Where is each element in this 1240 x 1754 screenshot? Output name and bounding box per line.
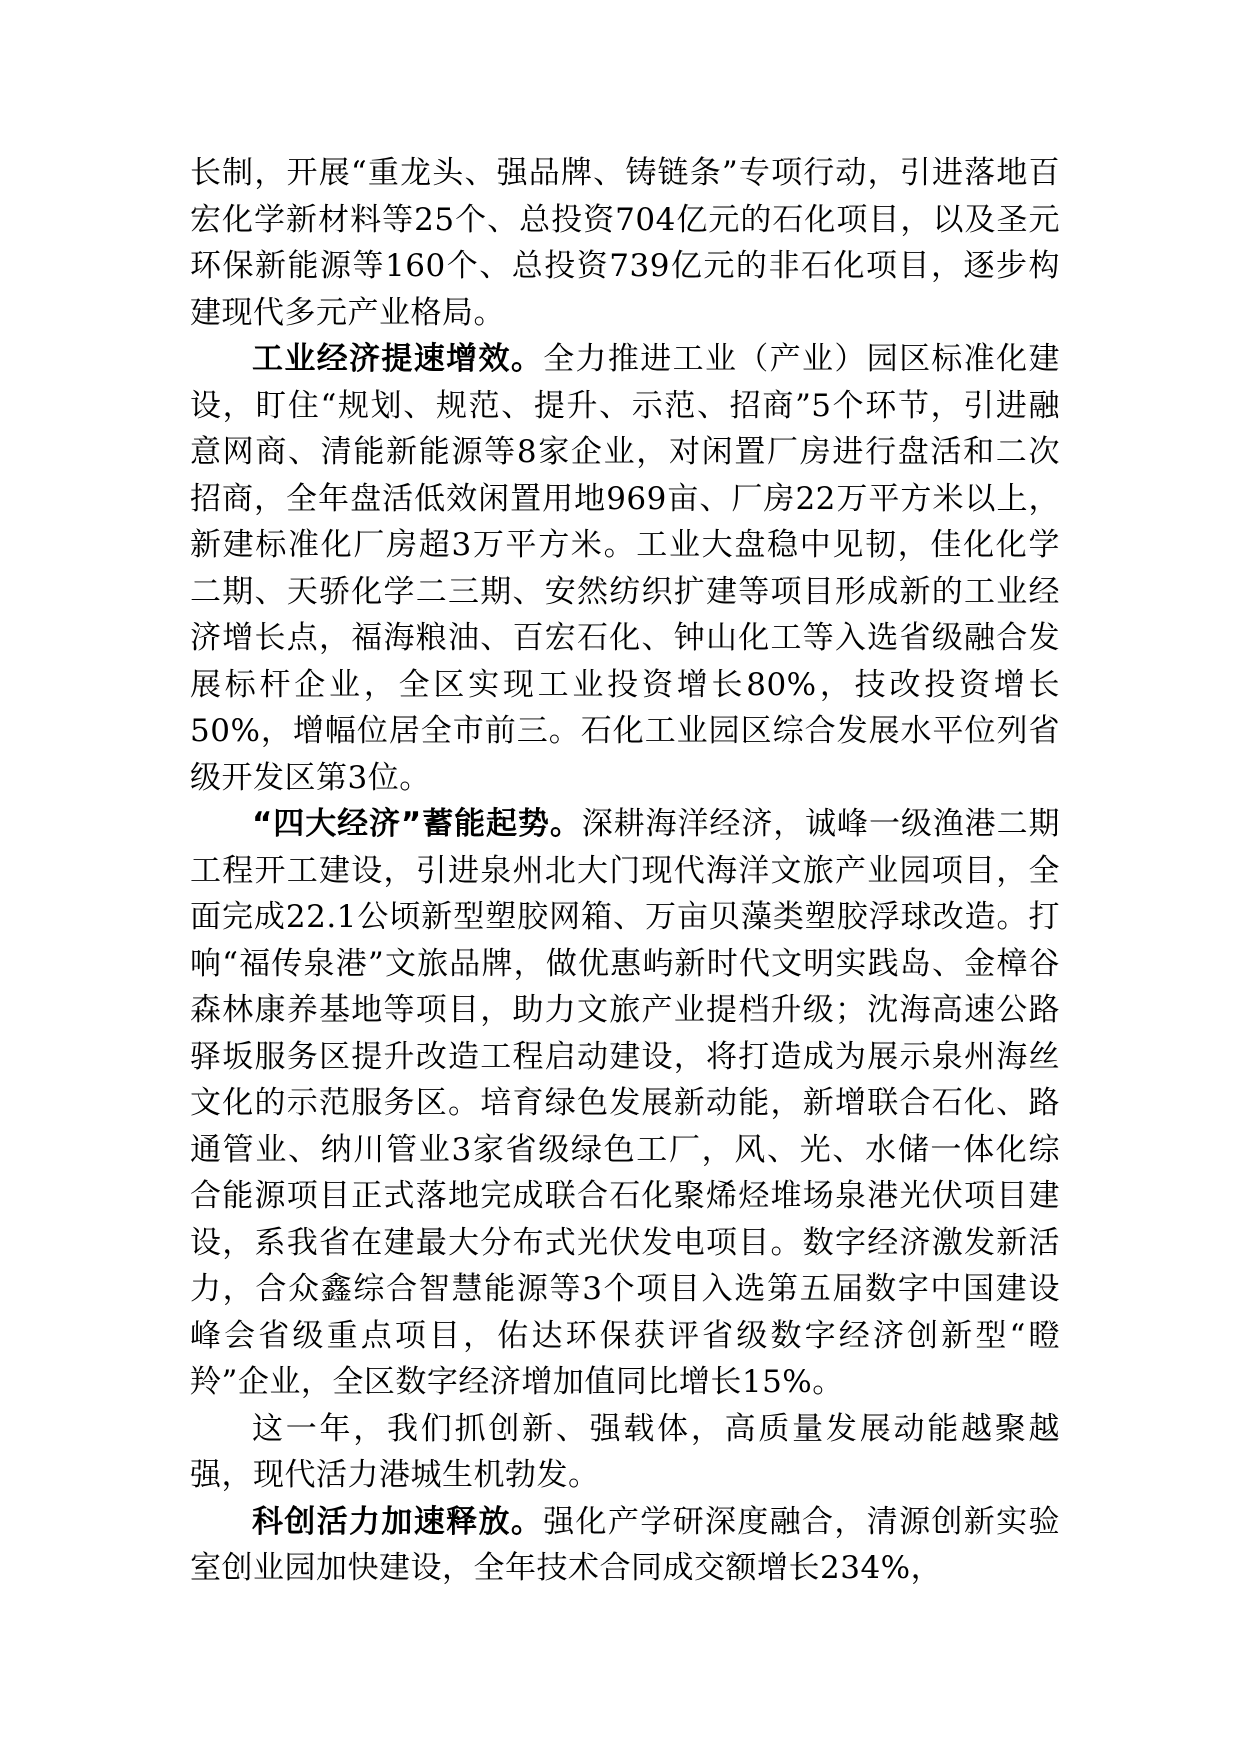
paragraph-industrial-economy <box>190 336 1060 801</box>
paragraph-text: 强化产学研深度融合，清源创新实验室创业园加快建设，全年技术合同成交额增长234%， <box>190 1503 1060 1586</box>
paragraph-continuation <box>190 150 1060 336</box>
paragraph-text: 长制，开展“重龙头、强品牌、铸链条”专项行动，引进落地百宏化学新材料等25个、总投资704亿元的石化项目，以及圣元环保新能源等160个、总投资739亿元的非石化项目，逐步构建现代多元产业格局。 <box>190 155 1060 331</box>
paragraph-text: 全力推进工业（产业）园区标准化建设，盯住“规划、规范、提升、示范、招商”5个环节，引进融意网商、清能新能源等8家企业，对闲置厂房进行盘活和二次招商，全年盘活低效闲置用地969亩、厂房22万平方米以上，新建标准化厂房超3万平方米。工业大盘稳中见韧，佳化化学二期、天骄化学二三期、安然纺织扩建等项目形成新的工业经济增长点，福海粮油、百宏石化、钟山化工等入选省级融合发展标杆企业，全区实现工业投资增长80%，技改投资增长50%，增幅位居全市前三。石化工业园区综合发展水平位列省级开发区第3位。 <box>190 341 1060 796</box>
paragraph-text: 深耕海洋经济，诚峰一级渔港二期工程开工建设，引进泉州北大门现代海洋文旅产业园项目，全面完成22.1公顷新型塑胶网箱、万亩贝藻类塑胶浮球改造。打响“福传泉港”文旅品牌，做优惠屿新时代文明实践岛、金樟谷森林康养基地等项目，助力文旅产业提档升级；沈海高速公路驿坂服务区提升改造工程启动建设，将打造成为展示泉州海丝文化的示范服务区。培育绿色发展新动能，新增联合石化、路通管业、纳川管业3家省级绿色工厂，风、光、水储一体化综合能源项目正式落地完成联合石化聚烯烃堆场泉港光伏项目建设，系我省在建最大分布式光伏发电项目。数字经济激发新活力，合众鑫综合智慧能源等3个项目入选第五届数字中国建设峰会省级重点项目，佑达环保获评省级数字经济创新型“瞪羚”企业，全区数字经济增加值同比增长15%。 <box>190 806 1061 1400</box>
paragraph-heading: 工业经济提速增效。 <box>252 341 544 377</box>
paragraph-text: 这一年，我们抓创新、强载体，高质量发展动能越聚越强，现代活力港城生机勃发。 <box>190 1410 1060 1493</box>
paragraph-heading: “四大经济”蓄能起势。 <box>252 806 582 842</box>
document-page <box>190 150 1060 1592</box>
paragraph-heading: 科创活力加速释放。 <box>252 1503 544 1540</box>
paragraph-four-economies <box>190 801 1060 1406</box>
paragraph-summary <box>190 1406 1060 1499</box>
paragraph-innovation <box>190 1499 1060 1592</box>
